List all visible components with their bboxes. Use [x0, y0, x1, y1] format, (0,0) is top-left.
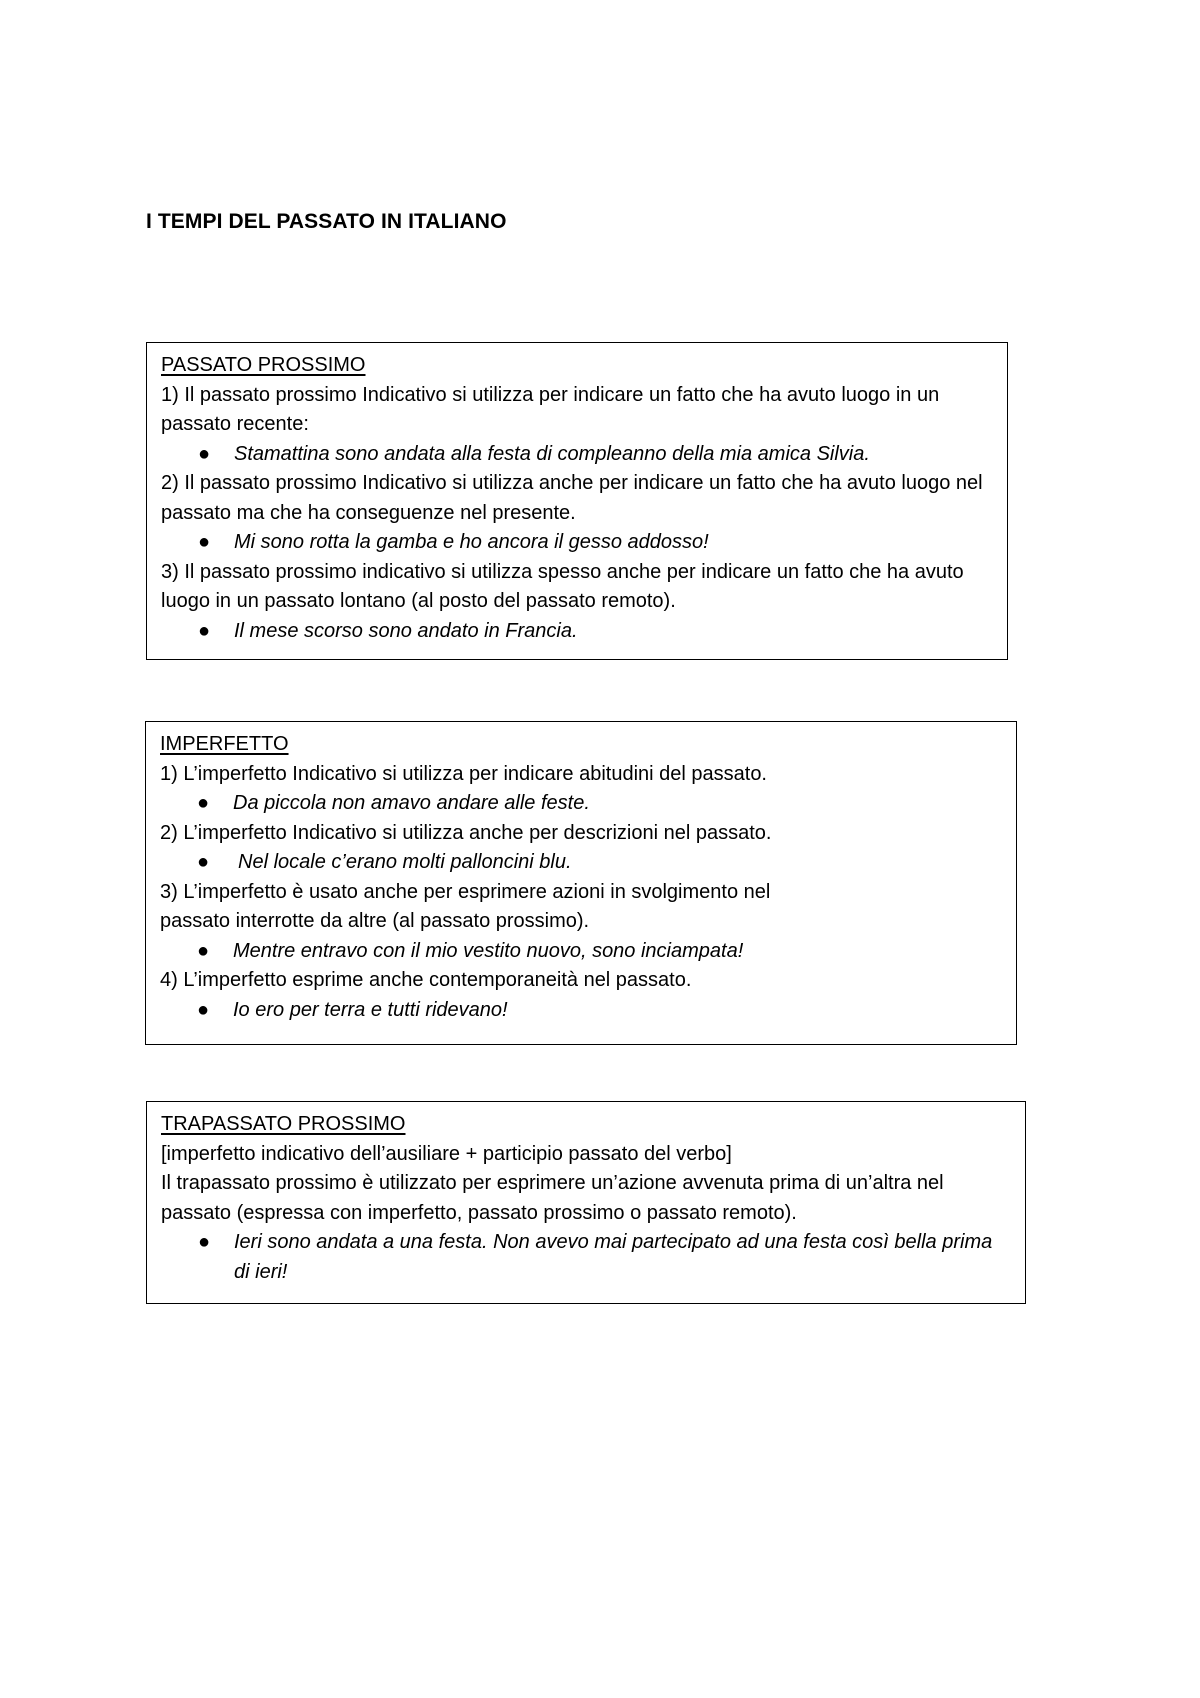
bullet-icon: ● — [198, 619, 211, 642]
trapassato-prossimo-heading: TRAPASSATO PROSSIMO — [161, 1113, 406, 1135]
bullet-icon: ● — [198, 531, 211, 553]
imperfetto-example-3 — [160, 937, 1004, 967]
example-text: Nel locale c’erano molti palloncini blu. — [238, 851, 572, 873]
imperfetto-rule-3-line-1: 3) L’imperfetto è usato anche per esprimere azioni in svolgimento nel — [160, 880, 771, 903]
bullet-icon: ● — [197, 939, 210, 962]
passato-prossimo-heading: PASSATO PROSSIMO — [161, 354, 366, 376]
bullet-icon: ● — [197, 998, 210, 1021]
imperfetto-rule-4: 4) L’imperfetto esprime anche contemporaneità nel passato. — [160, 969, 692, 991]
bullet-icon: ● — [197, 792, 210, 814]
imperfetto-example-2 — [160, 848, 1004, 878]
passato-prossimo-example-3 — [161, 617, 995, 647]
passato-prossimo-example-2 — [161, 528, 995, 558]
imperfetto-box — [145, 721, 1017, 1045]
trapassato-prossimo-box — [146, 1101, 1026, 1304]
imperfetto-rule-2: 2) L’imperfetto Indicativo si utilizza anche per descrizioni nel passato. — [160, 821, 772, 844]
imperfetto-example-4 — [160, 996, 1004, 1026]
page-title: I TEMPI DEL PASSATO IN ITALIANO — [146, 210, 507, 233]
imperfetto-heading: IMPERFETTO — [160, 733, 289, 755]
bullet-icon: ● — [198, 442, 211, 465]
trapassato-prossimo-example — [161, 1228, 1013, 1287]
example-text: Ieri sono andata a una festa. Non avevo mai partecipato ad una festa così bella prima di ieri! — [234, 1231, 993, 1283]
passato-prossimo-example-1 — [161, 440, 995, 470]
trapassato-prossimo-rule: Il trapassato prossimo è utilizzato per esprimere un’azione avvenuta prima di un’altra nel passato (espressa con imperfetto, passato prossimo o passato remoto). — [161, 1172, 944, 1224]
passato-prossimo-rule-2: 2) Il passato prossimo Indicativo si utilizza anche per indicare un fatto che ha avuto luogo nel passato ma che ha conseguenze nel presente. — [161, 472, 983, 524]
bullet-icon: ● — [197, 851, 210, 873]
trapassato-prossimo-formula: [imperfetto indicativo dell’ausiliare + participio passato del verbo] — [161, 1142, 732, 1165]
passato-prossimo-rule-1: 1) Il passato prossimo Indicativo si utilizza per indicare un fatto che ha avuto luogo in un passato recente: — [161, 383, 940, 435]
example-text: Io ero per terra e tutti ridevano! — [233, 998, 508, 1021]
imperfetto-rule-1: 1) L’imperfetto Indicativo si utilizza per indicare abitudini del passato. — [160, 762, 767, 785]
example-text: Mi sono rotta la gamba e ho ancora il gesso addosso! — [234, 531, 709, 553]
passato-prossimo-box — [146, 342, 1008, 660]
imperfetto-example-1 — [160, 789, 1004, 819]
example-text: Stamattina sono andata alla festa di compleanno della mia amica Silvia. — [234, 442, 870, 465]
example-text: Da piccola non amavo andare alle feste. — [233, 792, 590, 814]
example-text: Mentre entravo con il mio vestito nuovo, sono inciampata! — [233, 939, 744, 962]
passato-prossimo-rule-3: 3) Il passato prossimo indicativo si utilizza spesso anche per indicare un fatto che ha avuto luogo in un passato lontano (al posto del passato remoto). — [161, 560, 964, 612]
bullet-icon: ● — [198, 1231, 211, 1253]
example-text: Il mese scorso sono andato in Francia. — [234, 619, 578, 642]
imperfetto-rule-3-line-2: passato interrotte da altre (al passato prossimo). — [160, 910, 590, 932]
